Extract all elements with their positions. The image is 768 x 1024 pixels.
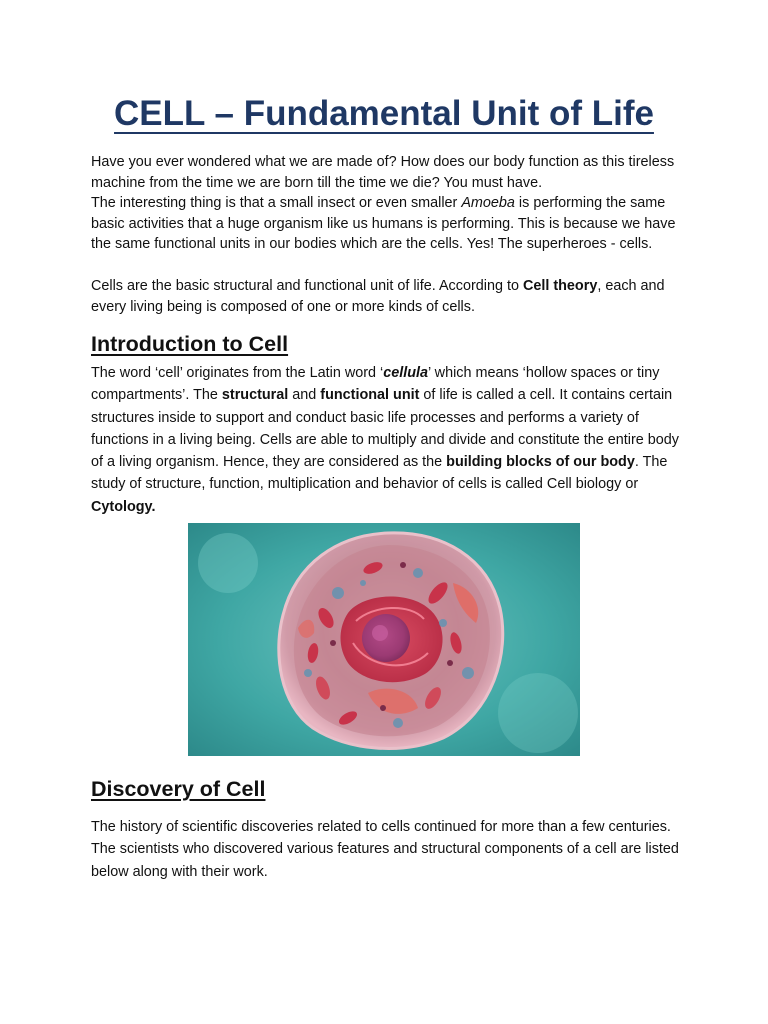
intro-text: Cells are the basic structural and functional unit of life. According to [91,278,523,294]
cytology-term: Cytology. [91,498,156,515]
structural-term: structural [221,387,289,404]
amoeba-term: Amoeba [461,195,515,211]
introduction-paragraph [91,362,691,518]
intro-text: , each and every living being is composed of one or more kinds of cells. [91,278,665,315]
vesicle [332,587,344,599]
functional-unit-term: functional unit [320,387,420,404]
body-text: . The study of structure, function, multiplication and behavior of cells is called Cell biology or [91,454,668,493]
intro-paragraph-3 [91,276,691,317]
cellula-term: cellula [383,365,429,381]
section-heading-discovery: Discovery of Cell [91,777,266,801]
building-blocks-term: building blocks of our body [446,454,635,471]
body-text: of life is called a cell. It contains certain structures inside to support and conduct basic life processes and performs a variety of functions in a living being. Cells are able to multiply and divide and constitute the entire body of a living organism. Hence, they are considered as the [91,387,679,471]
intro-paragraph-1: Have you ever wondered what we are made of? How does our body function as this tireless machine from the time we are born till the time we die? You must have. [91,154,675,191]
page-title-text: CELL – Fundamental Unit of Life [114,94,654,133]
intro-text: The interesting thing is that a small insect or even smaller [91,195,462,211]
cell-illustration [188,523,580,756]
body-text: The word ‘cell’ originates from the Latin word ‘ [91,365,384,381]
intro-text: is performing the same basic activities that a huge organism like us humans is performing. This is because we have the same functional units in our bodies which are the cells. Yes! The superheroes - cells. [91,195,676,253]
intro-paragraph-2 [91,193,691,255]
page-title [0,92,768,136]
discovery-paragraph: The history of scientific discoveries related to cells continued for more than a few centuries. The scientists who discovered various features and structural components of a cell are listed below along with their work. [91,819,679,880]
cell-theory-term: Cell theory [522,278,598,294]
body-text: and [288,387,321,404]
section-heading-introduction: Introduction to Cell [91,332,289,356]
body-text: ’ which means ‘hollow spaces or tiny compartments’. The [91,365,660,404]
cell-illustration-svg [188,523,580,756]
